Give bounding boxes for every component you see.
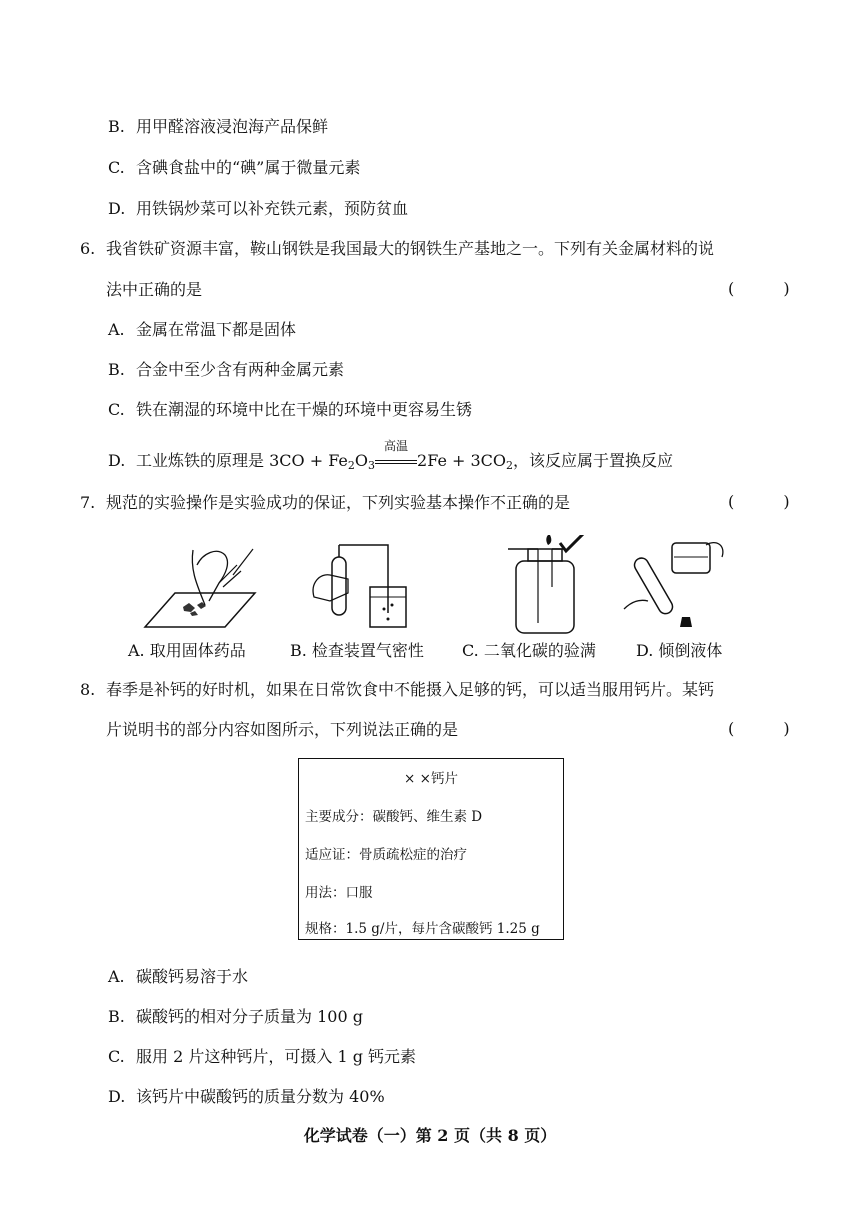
option-text: 金属在常温下都是固体 xyxy=(136,320,297,339)
label-spec: 规格：1.5 g/片，每片含碳酸钙 1.25 g xyxy=(305,921,540,937)
option-letter: C. xyxy=(108,158,125,177)
q5-option-c xyxy=(108,157,360,179)
caption-d: D. 倾倒液体 xyxy=(636,641,723,660)
q6-option-c xyxy=(108,399,472,421)
option-text: 用甲醛溶液浸泡海产品保鲜 xyxy=(136,117,329,136)
option-letter: A. xyxy=(108,967,125,986)
option-letter: C. xyxy=(108,400,125,419)
q5-option-d xyxy=(108,198,408,220)
answer-paren: ( ) xyxy=(728,492,812,511)
option-text: 含碘食盐中的“碘”属于微量元素 xyxy=(136,158,361,177)
option-letter: D. xyxy=(108,1087,126,1106)
option-letter: D. xyxy=(108,199,126,218)
calcium-tablet-label xyxy=(298,758,564,940)
equation-suffix: ，该反应属于置换反应 xyxy=(513,451,674,470)
q8-option-c xyxy=(108,1046,416,1068)
label-ingredients: 主要成分：碳酸钙、维生素 D xyxy=(305,809,483,825)
option-text: 碳酸钙易溶于水 xyxy=(136,967,249,986)
reaction-condition xyxy=(375,439,417,472)
question-stem: 规范的实验操作是实验成功的保证，下列实验基本操作不正确的是 xyxy=(106,493,571,512)
subscript: 3 xyxy=(368,459,376,472)
q8-option-d xyxy=(108,1086,385,1108)
option-letter: C. xyxy=(108,1047,125,1066)
option-text: 碳酸钙的相对分子质量为 100 g xyxy=(136,1007,363,1026)
q8-stem-line1 xyxy=(80,679,714,701)
caption-b: B. 检查装置气密性 xyxy=(290,641,424,660)
figure-co2-full-check xyxy=(490,535,620,635)
option-text: 该钙片中碳酸钙的质量分数为 40% xyxy=(136,1087,385,1106)
q8-stem-line2: 片说明书的部分内容如图所示，下列说法正确的是 xyxy=(106,720,459,739)
question-number: 6. xyxy=(80,239,96,258)
option-text: 合金中至少含有两种金属元素 xyxy=(136,360,345,379)
equation-part: 2Fe + 3CO xyxy=(417,451,507,470)
label-usage: 用法：口服 xyxy=(305,885,373,901)
q6-stem-line2: 法中正确的是 xyxy=(106,280,203,299)
equation-part: O xyxy=(354,451,369,470)
option-letter: B. xyxy=(108,1007,125,1026)
q7-stem xyxy=(80,492,570,514)
option-letter: B. xyxy=(108,360,125,379)
answer-paren: ( ) xyxy=(728,279,812,298)
condition-text: 高温 xyxy=(384,439,409,453)
question-stem: 春季是补钙的好时机，如果在日常饮食中不能摄入足够的钙，可以适当服用钙片。某钙 xyxy=(106,680,715,699)
question-number: 7. xyxy=(80,493,96,512)
subscript: 2 xyxy=(506,459,514,472)
option-letter: A. xyxy=(108,320,125,339)
question-stem: 我省铁矿资源丰富，鞍山钢铁是我国最大的钢铁生产基地之一。下列有关金属材料的说 xyxy=(106,239,715,258)
option-text: 铁在潮湿的环境中比在干燥的环境中更容易生锈 xyxy=(136,400,473,419)
q5-option-b xyxy=(108,116,328,138)
q6-option-b xyxy=(108,359,344,381)
question-number: 8. xyxy=(80,680,96,699)
answer-paren: ( ) xyxy=(728,719,812,738)
page-footer: 化学试卷（一）第 2 页（共 8 页） xyxy=(303,1126,557,1145)
option-text: 用铁锅炒菜可以补充铁元素，预防贫血 xyxy=(136,199,409,218)
equals-sign xyxy=(375,460,417,464)
q6-option-d xyxy=(108,439,674,477)
figure-airtightness-check xyxy=(300,535,430,635)
figure-pouring-liquid xyxy=(618,535,748,635)
q8-option-b xyxy=(108,1006,363,1028)
option-letter: D. xyxy=(108,451,126,470)
option-text: 服用 2 片这种钙片，可摄入 1 g 钙元素 xyxy=(136,1047,417,1066)
option-letter: B. xyxy=(108,117,125,136)
q6-option-a xyxy=(108,319,296,341)
label-title: × ×钙片 xyxy=(404,771,458,787)
q6-stem-line1 xyxy=(80,238,714,260)
equation-prefix: 工业炼铁的原理是 3CO + Fe xyxy=(136,451,348,470)
q8-option-a xyxy=(108,966,248,988)
caption-c: C. 二氧化碳的验满 xyxy=(462,641,596,660)
subscript: 2 xyxy=(347,459,355,472)
caption-a: A. 取用固体药品 xyxy=(128,641,246,660)
figure-solid-reagent xyxy=(135,535,265,635)
label-indication: 适应证：骨质疏松症的治疗 xyxy=(305,847,467,863)
